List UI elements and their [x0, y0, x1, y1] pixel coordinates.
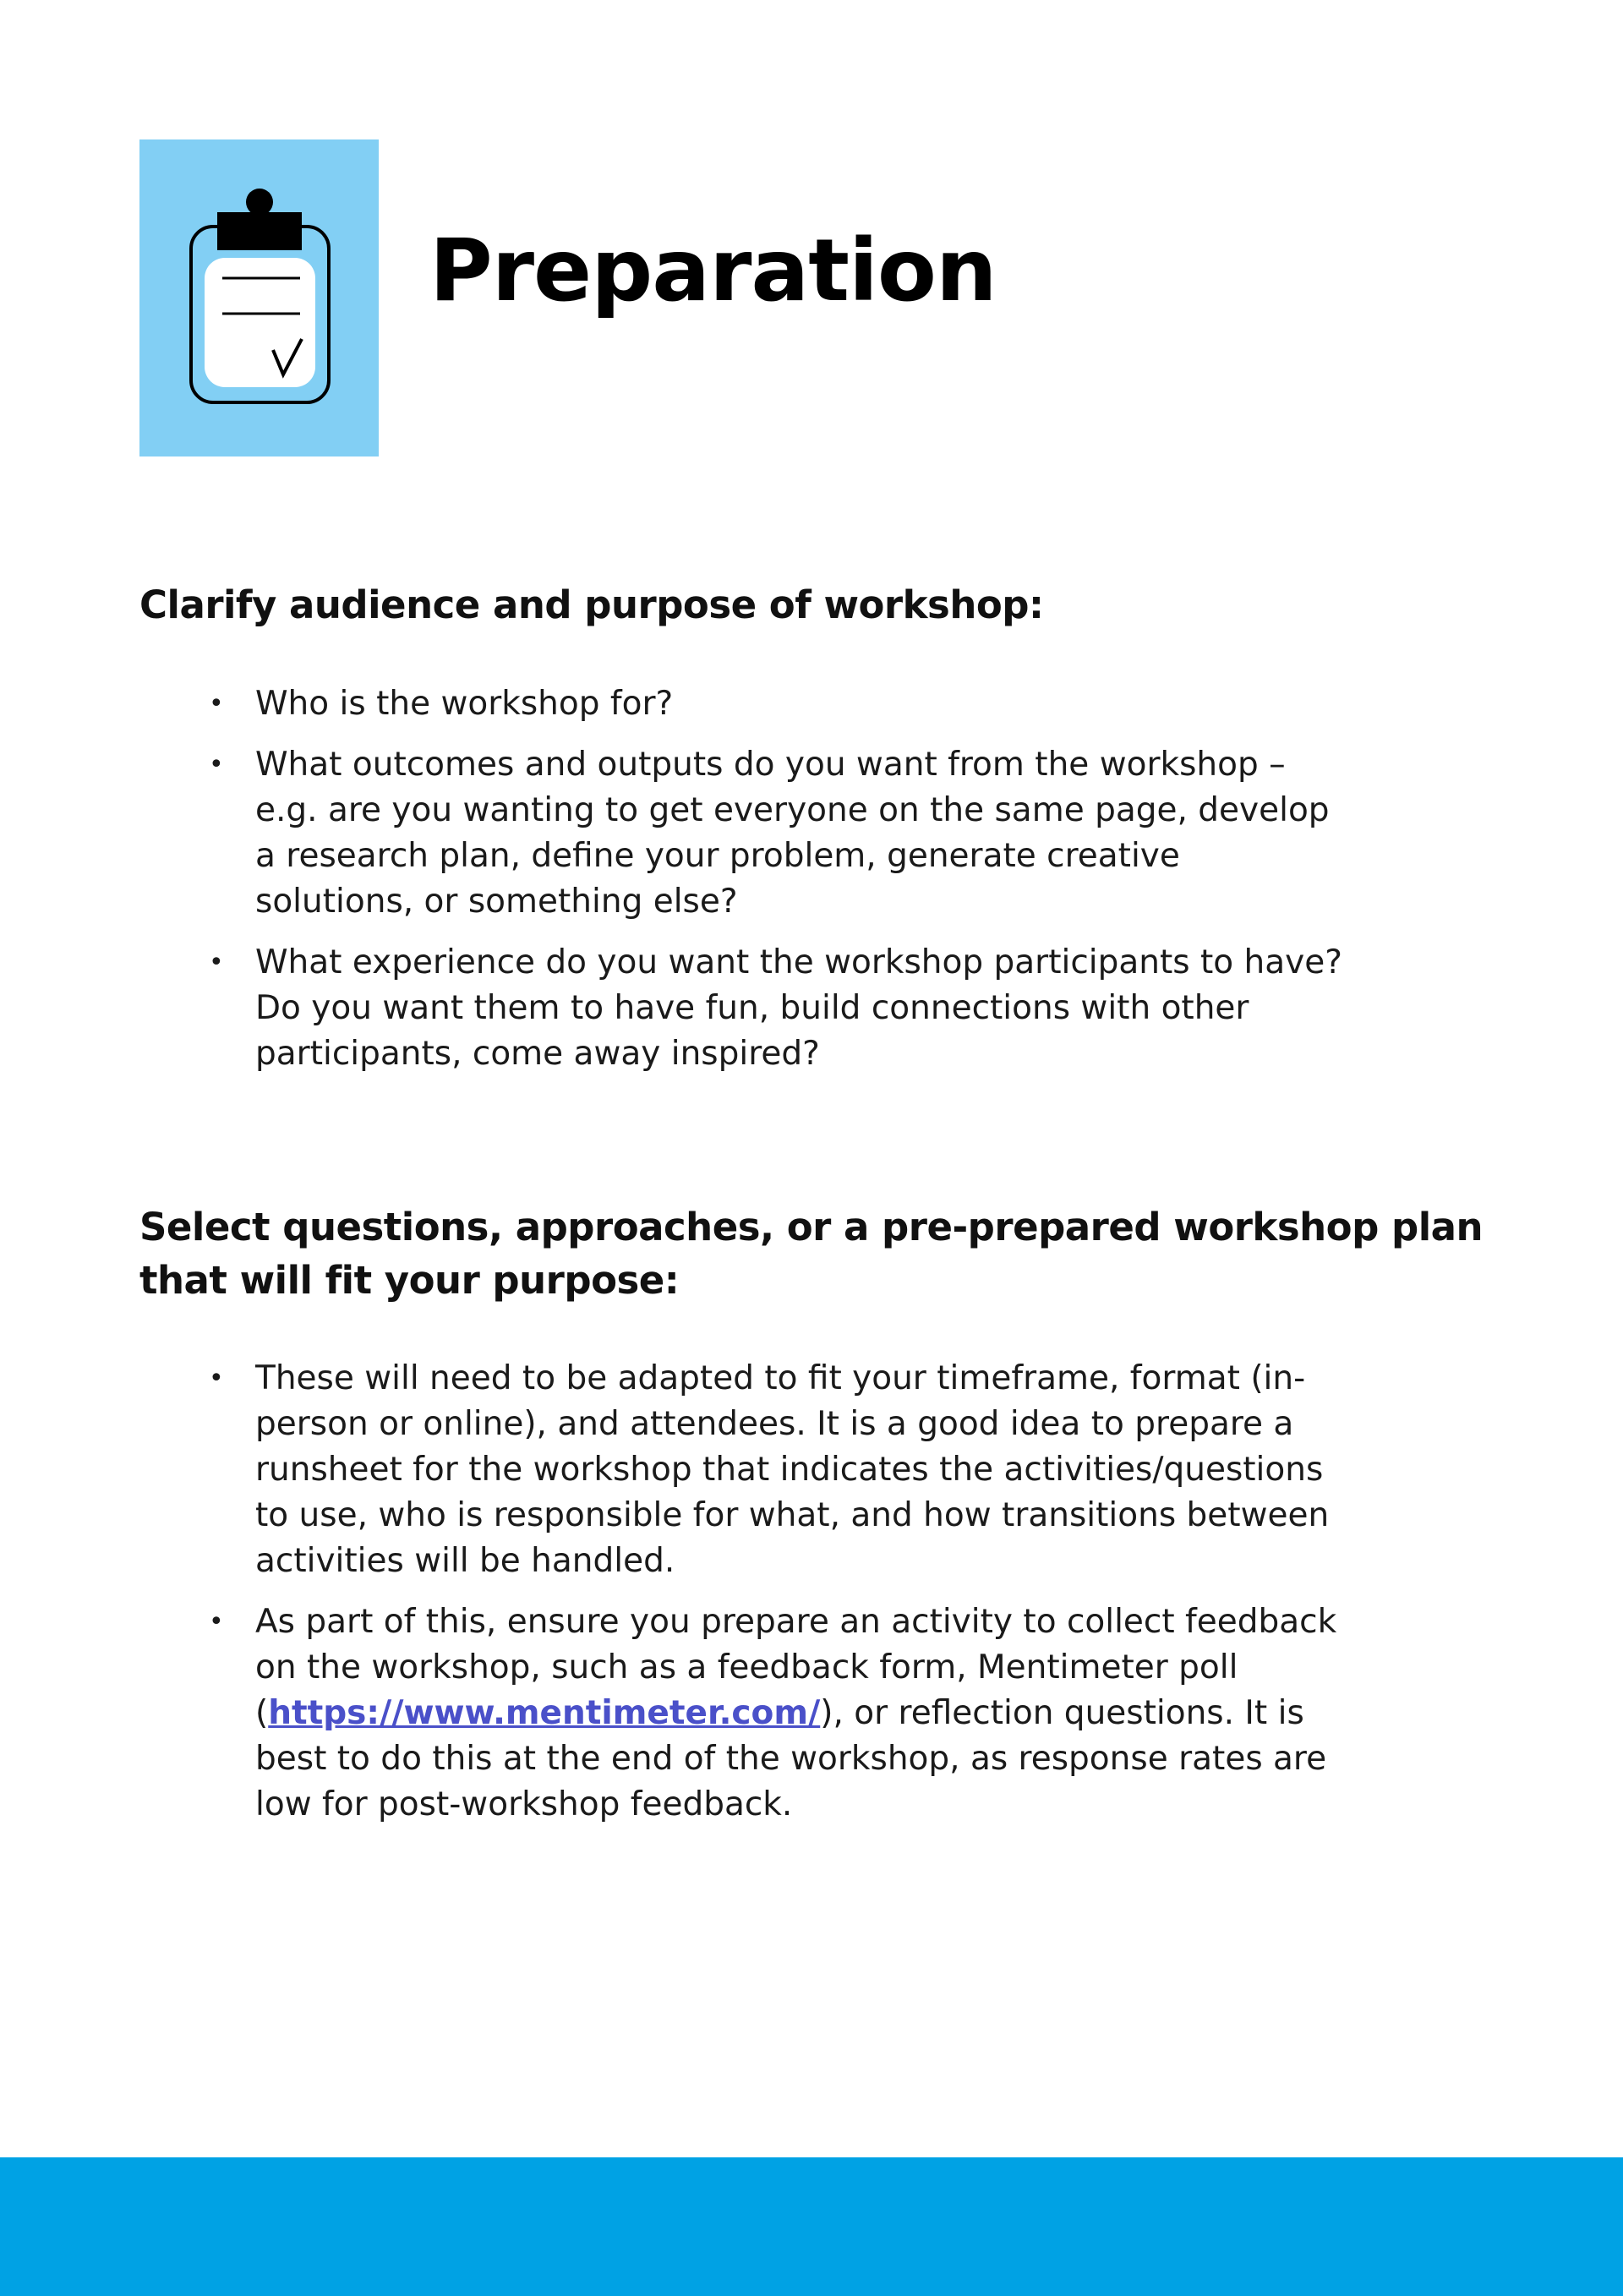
list-item-text-before-link: As part of this, ensure you prepare an activity to collect feedback on the workshop, such as a feedback form, Mentimeter poll ( — [255, 1603, 1337, 1732]
list-item — [139, 1356, 1346, 1584]
list-item-text: What experience do you want the workshop participants to have? Do you want them to have fun, build connections with other participants, come away inspired? — [255, 943, 1342, 1073]
select-questions-list — [139, 1356, 1407, 1843]
list-item — [139, 940, 1346, 1077]
bullet-icon: • — [209, 750, 224, 779]
clipboard-checklist-icon — [139, 139, 379, 456]
list-item-text: Who is the workshop for? — [255, 685, 674, 723]
header-icon-tile — [139, 139, 379, 456]
mentimeter-link[interactable]: https://www.mentimeter.com/ — [268, 1694, 821, 1732]
section-heading-select-questions: Select questions, approaches, or a pre-prepared workshop plan that will fit your purpose: — [139, 1205, 1484, 1303]
list-item-text: What outcomes and outputs do you want from the workshop – e.g. are you wanting to get everyone on the same page, develop a research plan, define your problem, generate creative solutions, or something else? — [255, 746, 1330, 921]
list-item — [139, 742, 1346, 925]
list-item-text: These will need to be adapted to fit your timeframe, format (in-person or online), and attendees. It is a good idea to prepare a runsheet for the workshop that indicates the activities/questions to use, who is responsible for what, and how transitions between activities will be handled. — [255, 1359, 1330, 1580]
list-item-text-after-link: ), or reflection questions. It is best to do this at the end of the workshop, as response rates are low for post-workshop feedback. — [255, 1694, 1327, 1823]
list-item — [139, 1599, 1346, 1828]
bullet-icon: • — [209, 1607, 224, 1637]
page-title: Preparation — [429, 221, 997, 321]
list-item — [139, 681, 1346, 727]
section-heading-audience: Clarify audience and purpose of workshop: — [139, 582, 1044, 627]
bullet-icon: • — [209, 689, 224, 719]
bullet-icon: • — [209, 948, 224, 977]
audience-purpose-list — [139, 681, 1407, 1092]
bullet-icon: • — [209, 1364, 224, 1393]
footer-bar — [0, 2157, 1623, 2296]
